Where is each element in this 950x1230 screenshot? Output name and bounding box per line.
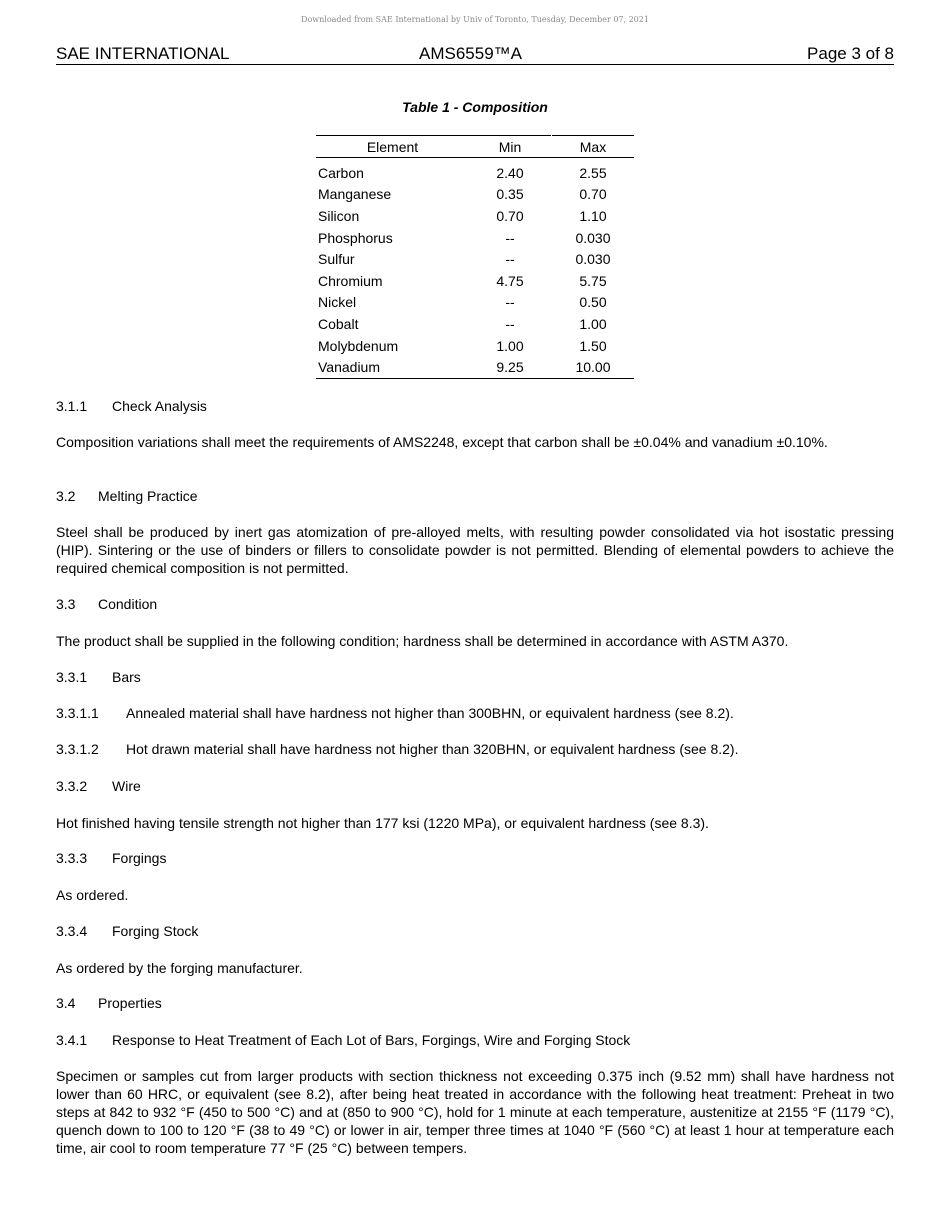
- cell-element: Manganese: [318, 186, 392, 203]
- cell-min: 2.40: [469, 158, 552, 184]
- section-title: Response to Heat Treatment of Each Lot of Bars, Forgings, Wire and Forging Stock: [112, 1032, 631, 1048]
- cell-max: 1.50: [579, 337, 607, 354]
- cell-element: Phosphorus: [318, 229, 393, 246]
- section-heading-3-3-2: [56, 778, 141, 794]
- cell-max: 1.10: [579, 207, 607, 224]
- section-title: Melting Practice: [98, 488, 198, 504]
- table-row: [316, 356, 634, 378]
- cell-min: 9.25: [469, 356, 552, 378]
- cell-max: 5.75: [579, 272, 607, 289]
- table-row: [316, 313, 634, 335]
- paragraph-melting-practice: Steel shall be produced by inert gas atomization of pre-alloyed melts, with resulting powder consolidated via hot isostatic pressing (HIP). Sintering or the use of binders or fillers to consolidate powder is not permitted. Blending of elemental powders to achieve the required chemical composition is not permitted.: [56, 524, 894, 576]
- cell-element: Silicon: [318, 207, 360, 224]
- cell-max: 0.030: [575, 251, 611, 268]
- table-row: [316, 248, 634, 270]
- cell-max: 0.030: [575, 229, 611, 246]
- section-title: Properties: [98, 995, 162, 1011]
- section-heading-3-2: [56, 488, 198, 504]
- header-org: SAE INTERNATIONAL: [56, 44, 230, 63]
- table-row: [316, 184, 634, 206]
- section-number: 3.3.3: [56, 850, 88, 866]
- cell-min: 0.35: [469, 184, 552, 206]
- table-caption: Table 1 - Composition: [402, 99, 548, 115]
- column-header-max: Max: [552, 136, 635, 158]
- download-watermark: Downloaded from SAE International by Univ of Toronto, Tuesday, December 07, 2021: [301, 15, 649, 24]
- section-title: Annealed material shall have hardness not higher than 300BHN, or equivalent hardness (see 8.2).: [126, 705, 734, 721]
- paragraph-condition: The product shall be supplied in the following condition; hardness shall be determined in accordance with ASTM A370.: [56, 633, 789, 649]
- cell-element: Sulfur: [318, 251, 355, 268]
- paragraph-check-analysis: Composition variations shall meet the requirements of AMS2248, except that carbon shall be ±0.04% and vanadium ±0.10%.: [56, 434, 828, 450]
- cell-element: Chromium: [318, 272, 383, 289]
- section-title: Wire: [112, 778, 141, 794]
- cell-element: Molybdenum: [318, 337, 399, 354]
- section-heading-3-4-1: [56, 1032, 630, 1048]
- table-row: [316, 292, 634, 314]
- section-heading-3-3-1-2: [56, 741, 738, 757]
- cell-element: Vanadium: [316, 356, 469, 378]
- section-number: 3.4.1: [56, 1032, 88, 1048]
- table-header-row: [316, 136, 634, 158]
- cell-min: --: [469, 248, 552, 270]
- header-doc-id: AMS6559™A: [419, 44, 522, 63]
- section-heading-3-3-3: [56, 850, 166, 866]
- paragraph-forging-stock: As ordered by the forging manufacturer.: [56, 960, 303, 976]
- cell-max: 0.50: [579, 294, 607, 311]
- paragraph-heat-treatment: Specimen or samples cut from larger products with section thickness not exceeding 0.375 inch (9.52 mm) shall have hardness not lower than 60 HRC, or equivalent (see 8.2), after being heat treated in accordance with the following heat treatment: Preheat in two steps at 842 to 932 °F (450 to 500 °C) and at (850 to 900 °C), hold for 1 minute at each temperature, austenitize at 2155 °F (1179 °C), quench down to 100 to 120 °F (38 to 49 °C) or lower in air, temper three times at 1040 °F (560 °C) at least 1 hour at temperature each time, air cool to room temperature 77 °F (25 °C) between tempers.: [56, 1068, 894, 1156]
- table-row: [316, 227, 634, 249]
- cell-min: --: [469, 227, 552, 249]
- table-row: [316, 158, 634, 184]
- cell-min: 0.70: [469, 205, 552, 227]
- section-title: Hot drawn material shall have hardness not higher than 320BHN, or equivalent hardness (see 8.2).: [126, 741, 739, 757]
- cell-min: --: [469, 313, 552, 335]
- section-heading-3-3-4: [56, 923, 198, 939]
- section-number: 3.3.1: [56, 669, 88, 685]
- paragraph-wire: Hot finished having tensile strength not higher than 177 ksi (1220 MPa), or equivalent hardness (see 8.3).: [56, 815, 709, 831]
- header-page-number: Page 3 of 8: [807, 44, 894, 63]
- section-number: 3.3.2: [56, 778, 88, 794]
- section-heading-3-1-1: [56, 398, 207, 414]
- section-heading-3-3-1-1: [56, 705, 734, 721]
- column-header-min: Min: [469, 136, 552, 158]
- section-number: 3.3.1.2: [56, 741, 99, 757]
- table-row: [316, 335, 634, 357]
- section-heading-3-3: [56, 596, 157, 612]
- composition-table: [316, 135, 634, 379]
- cell-min: --: [469, 292, 552, 314]
- section-number: 3.1.1: [56, 398, 88, 414]
- paragraph-forgings: As ordered.: [56, 887, 129, 903]
- section-title: Check Analysis: [112, 398, 207, 414]
- section-number: 3.2: [56, 488, 76, 504]
- section-heading-3-3-1: [56, 669, 141, 685]
- cell-min: 1.00: [469, 335, 552, 357]
- cell-min: 4.75: [469, 270, 552, 292]
- section-number: 3.4: [56, 995, 76, 1011]
- section-title: Forgings: [112, 850, 167, 866]
- cell-max: 10.00: [552, 356, 635, 378]
- cell-max: 1.00: [579, 315, 607, 332]
- section-title: Bars: [112, 669, 141, 685]
- section-number: 3.3: [56, 596, 76, 612]
- table-row: [316, 270, 634, 292]
- cell-max: 0.70: [579, 186, 607, 203]
- section-title: Forging Stock: [112, 923, 199, 939]
- section-title: Condition: [98, 596, 158, 612]
- column-header-element: Element: [316, 136, 469, 158]
- page-header: [56, 43, 894, 65]
- table-row: [316, 205, 634, 227]
- cell-element: Cobalt: [318, 315, 359, 332]
- cell-element: Nickel: [318, 294, 357, 311]
- cell-element: Carbon: [318, 164, 364, 181]
- section-number: 3.3.4: [56, 923, 88, 939]
- section-heading-3-4: [56, 995, 162, 1011]
- section-number: 3.3.1.1: [56, 705, 99, 721]
- cell-max: 2.55: [579, 164, 607, 181]
